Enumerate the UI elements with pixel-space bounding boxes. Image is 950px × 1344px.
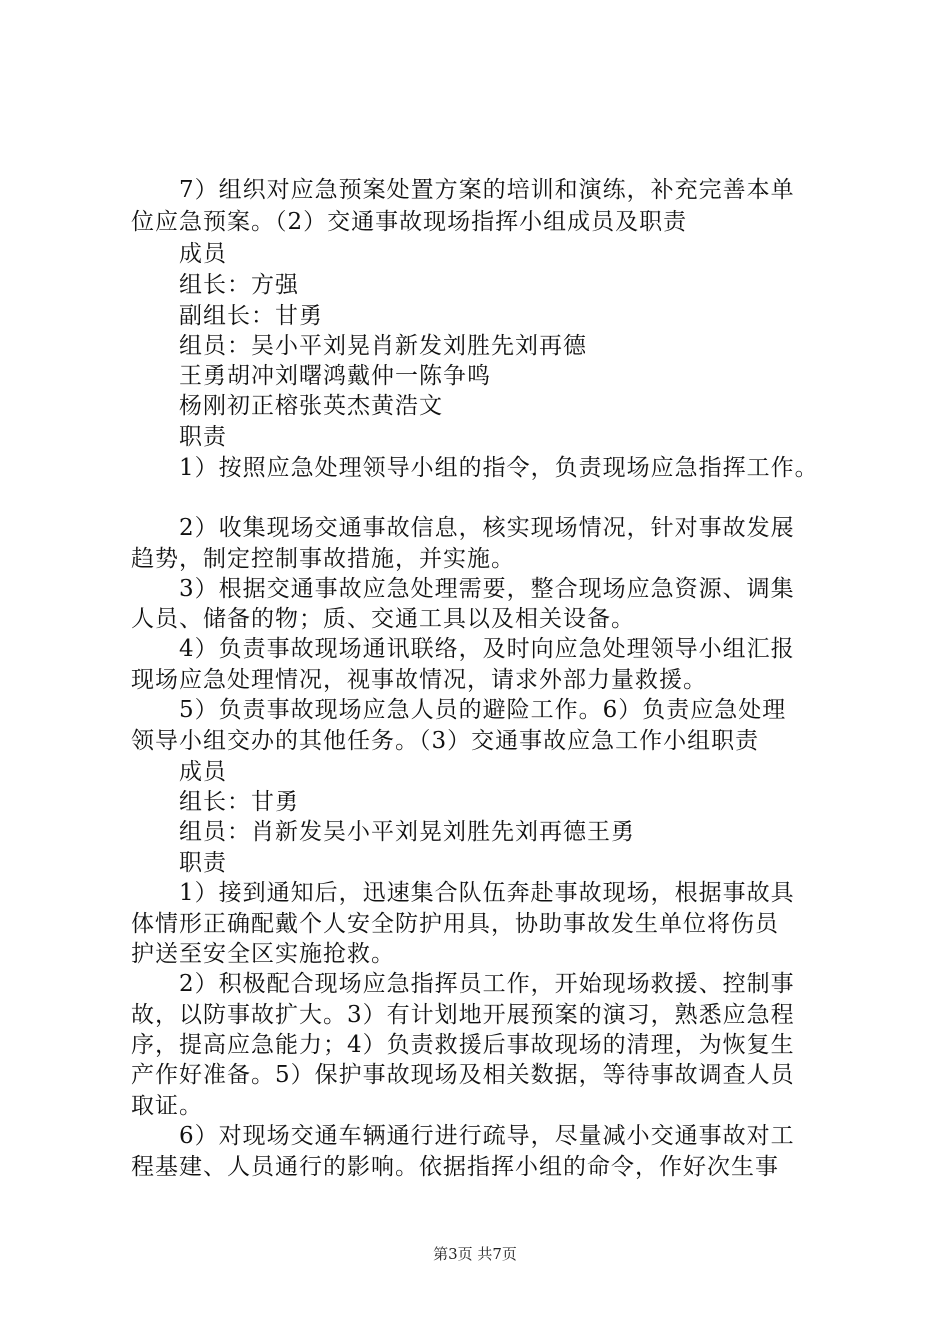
text-line: 4）负责事故现场通讯联络，及时向应急处理领导小组汇报	[179, 636, 795, 662]
text-line: 组员：吴小平刘晃肖新发刘胜先刘再德	[179, 333, 587, 359]
text-line: 职责	[179, 850, 227, 876]
text-line: 2）积极配合现场应急指挥员工作，开始现场救援、控制事	[179, 971, 795, 997]
text-line: 杨刚初正榕张英杰黄浩文	[179, 393, 443, 419]
text-line: 位应急预案。（2）交通事故现场指挥小组成员及职责	[131, 209, 688, 235]
text-line: 体情形正确配戴个人安全防护用具，协助事故发生单位将伤员	[131, 911, 779, 937]
text-line: 序，提高应急能力；4）负责救援后事故现场的清理，为恢复生	[131, 1032, 795, 1058]
text-line: 护送至安全区实施抢救。	[131, 941, 395, 967]
text-line: 1）按照应急处理领导小组的指令，负责现场应急指挥工作。	[179, 455, 819, 481]
text-line: 取证。	[131, 1093, 203, 1119]
text-line: 2）收集现场交通事故信息，核实现场情况，针对事故发展	[179, 515, 795, 541]
text-line: 王勇胡冲刘曙鸿戴仲一陈争鸣	[179, 363, 491, 389]
text-line: 6）对现场交通车辆通行进行疏导，尽量减小交通事故对工	[179, 1123, 795, 1149]
text-line: 7）组织对应急预案处置方案的培训和演练，补充完善本单	[179, 177, 795, 203]
text-line: 人员、储备的物；质、交通工具以及相关设备。	[131, 606, 635, 632]
text-line: 组员：肖新发吴小平刘晃刘胜先刘再德王勇	[179, 819, 635, 845]
text-line: 产作好准备。5）保护事故现场及相关数据，等待事故调查人员	[131, 1062, 795, 1088]
text-line: 故，以防事故扩大。3）有计划地开展预案的演习，熟悉应急程	[131, 1002, 795, 1028]
text-line: 趋势，制定控制事故措施，并实施。	[131, 546, 515, 572]
text-line: 成员	[179, 241, 227, 267]
text-line: 职责	[179, 424, 227, 450]
text-line: 1）接到通知后，迅速集合队伍奔赴事故现场，根据事故具	[179, 880, 795, 906]
text-line: 副组长：甘勇	[179, 303, 323, 329]
page-number-footer: 第3页 共7页	[433, 1245, 517, 1263]
text-line: 3）根据交通事故应急处理需要，整合现场应急资源、调集	[179, 576, 795, 602]
text-line: 成员	[179, 759, 227, 785]
text-line: 程基建、人员通行的影响。依据指挥小组的命令，作好次生事	[131, 1154, 779, 1180]
text-line: 领导小组交办的其他任务。（3）交通事故应急工作小组职责	[131, 728, 760, 754]
text-line: 5）负责事故现场应急人员的避险工作。6）负责应急处理	[179, 697, 787, 723]
text-line: 现场应急处理情况，视事故情况，请求外部力量救援。	[131, 667, 707, 693]
text-line: 组长：甘勇	[179, 789, 299, 815]
text-line: 组长：方强	[179, 272, 299, 298]
